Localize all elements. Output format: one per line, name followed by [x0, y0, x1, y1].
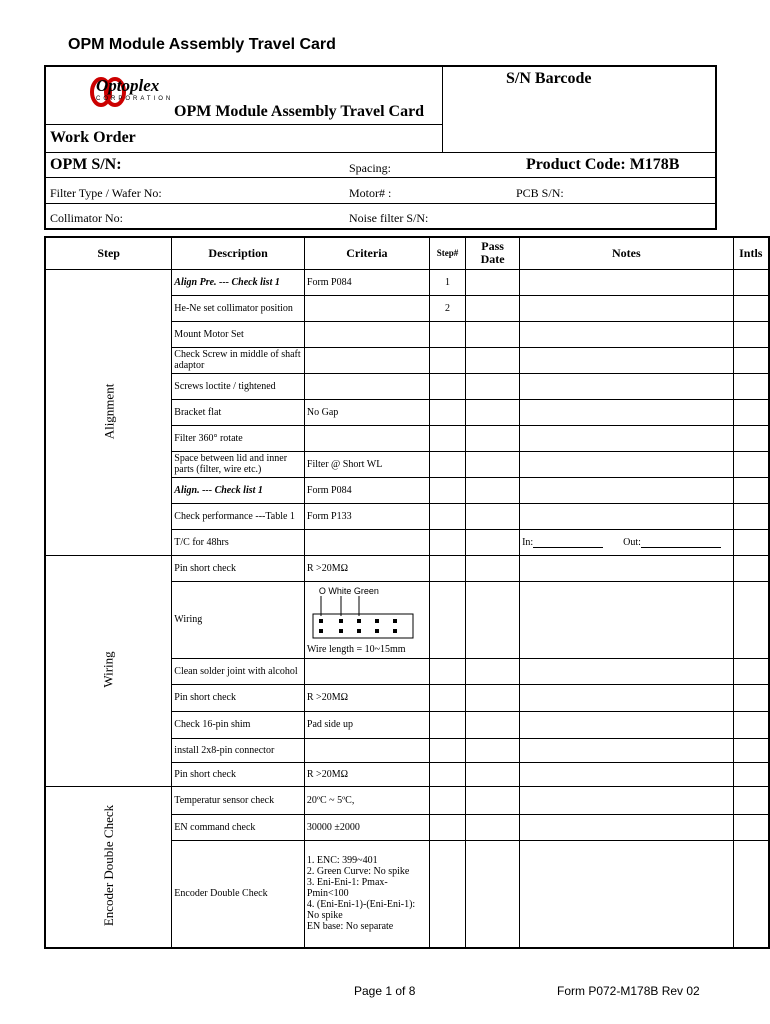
row-criteria: Pad side up [304, 711, 429, 738]
row-notes[interactable] [520, 321, 734, 347]
header-rule [46, 177, 715, 178]
criteria-line: EN base: No separate [306, 921, 394, 933]
row-pass-date[interactable] [466, 425, 520, 451]
row-pass-date[interactable] [466, 503, 520, 529]
collimator-label: Collimator No: [50, 211, 123, 225]
logo-name: Optoplex [96, 76, 160, 95]
tc-out-label: Out: [623, 536, 641, 548]
row-description: Check 16-pin shim [172, 711, 305, 738]
row-description: Space between lid and inner parts (filter, wire etc.) [172, 451, 305, 477]
row-pass-date[interactable] [466, 399, 520, 425]
row-pass-date[interactable] [466, 373, 520, 399]
row-description: install 2x8-pin connector [172, 738, 305, 762]
row-pass-date[interactable] [466, 347, 520, 373]
row-criteria: Form P133 [304, 503, 429, 529]
form-number: Form P072-M178B Rev 02 [557, 984, 700, 998]
page-title: OPM Module Assembly Travel Card [68, 36, 336, 53]
row-pass-date[interactable] [466, 762, 520, 786]
row-criteria [304, 581, 429, 658]
row-description: EN command check [172, 814, 305, 840]
row-notes[interactable] [520, 738, 734, 762]
noise-filter-label: Noise filter S/N: [349, 211, 429, 225]
row-stepno [429, 555, 465, 581]
row-description: Pin short check [172, 762, 305, 786]
row-notes[interactable] [520, 269, 734, 295]
row-description: Clean solder joint with alcohol [172, 658, 305, 684]
row-description: Pin short check [172, 555, 305, 581]
row-pass-date[interactable] [466, 555, 520, 581]
section-wiring: Wiring [45, 555, 172, 786]
row-notes[interactable] [520, 684, 734, 711]
row-intls[interactable] [733, 684, 769, 711]
row-description: Check performance ---Table 1 [172, 503, 305, 529]
row-intls[interactable] [733, 295, 769, 321]
table-header-row [45, 237, 769, 269]
row-intls[interactable] [733, 555, 769, 581]
row-stepno [429, 399, 465, 425]
row-intls[interactable] [733, 269, 769, 295]
row-notes[interactable] [520, 373, 734, 399]
header-rule [46, 124, 443, 125]
pcb-sn-label: PCB S/N: [516, 186, 564, 200]
wire-color-label: O White Green [318, 585, 379, 596]
row-description: He-Ne set collimator position [172, 295, 305, 321]
row-stepno [429, 529, 465, 555]
header-rule [46, 203, 715, 204]
row-intls[interactable] [733, 347, 769, 373]
row-stepno [429, 477, 465, 503]
row-intls[interactable] [733, 786, 769, 814]
row-stepno [429, 738, 465, 762]
row-notes[interactable] [520, 762, 734, 786]
row-description: T/C for 48hrs [172, 529, 305, 555]
row-pass-date[interactable] [466, 786, 520, 814]
row-notes[interactable] [520, 711, 734, 738]
row-intls[interactable] [733, 529, 769, 555]
row-notes[interactable] [520, 529, 734, 555]
row-pass-date[interactable] [466, 477, 520, 503]
row-intls[interactable] [733, 477, 769, 503]
row-stepno [429, 711, 465, 738]
header-divider [442, 67, 443, 152]
row-notes[interactable] [520, 581, 734, 658]
header-rule [46, 152, 715, 153]
row-description: Pin short check [172, 684, 305, 711]
row-intls[interactable] [733, 373, 769, 399]
row-description: Align Pre. --- Check list 1 [172, 269, 305, 295]
row-criteria: No Gap [304, 399, 429, 425]
row-pass-date[interactable] [466, 451, 520, 477]
row-intls[interactable] [733, 658, 769, 684]
criteria-line: 1. ENC: 399~401 [306, 855, 378, 867]
connector-diagram-icon [307, 586, 417, 644]
row-pass-date[interactable] [466, 658, 520, 684]
row-notes[interactable] [520, 399, 734, 425]
module-title: OPM Module Assembly Travel Card [174, 103, 425, 120]
row-notes[interactable] [520, 555, 734, 581]
row-stepno [429, 451, 465, 477]
row-pass-date[interactable] [466, 581, 520, 658]
row-stepno [429, 373, 465, 399]
row-intls[interactable] [733, 581, 769, 658]
row-notes[interactable] [520, 658, 734, 684]
row-criteria: R >20MΩ [304, 684, 429, 711]
criteria-line: 4. (Eni-Eni-1)-(Eni-Eni-1): No spike [306, 899, 416, 922]
row-stepno [429, 581, 465, 658]
row-pass-date[interactable] [466, 684, 520, 711]
product-code: Product Code: M178B [526, 156, 680, 173]
row-stepno [429, 503, 465, 529]
col-description: Description [172, 237, 305, 269]
row-intls[interactable] [733, 425, 769, 451]
row-description: Encoder Double Check [172, 840, 305, 948]
header-block [44, 65, 717, 230]
row-criteria: Filter @ Short WL [304, 451, 429, 477]
row-pass-date[interactable] [466, 738, 520, 762]
row-intls[interactable] [733, 399, 769, 425]
spacing-label: Spacing: [349, 161, 391, 175]
col-criteria: Criteria [304, 237, 429, 269]
col-notes: Notes [520, 237, 734, 269]
row-stepno: 1 [429, 269, 465, 295]
row-notes[interactable] [520, 425, 734, 451]
row-notes[interactable] [520, 477, 734, 503]
col-step: Step [45, 237, 172, 269]
row-pass-date[interactable] [466, 529, 520, 555]
row-criteria [304, 321, 429, 347]
table-row [45, 269, 769, 295]
col-pass-date: Pass Date [466, 237, 520, 269]
criteria-line: 3. Eni-Eni-1: Pmax-Pmin<100 [306, 877, 388, 900]
row-criteria: 30000 ±2000 [304, 814, 429, 840]
logo-sub: CORPORATION [96, 96, 174, 102]
row-criteria: 20ºC ~ 5ºC, [304, 786, 429, 814]
col-stepno: Step# [429, 237, 465, 269]
row-stepno [429, 786, 465, 814]
row-intls[interactable] [733, 711, 769, 738]
row-pass-date[interactable] [466, 269, 520, 295]
work-order-label: Work Order [50, 129, 136, 146]
row-criteria [304, 658, 429, 684]
row-intls[interactable] [733, 321, 769, 347]
row-pass-date[interactable] [466, 840, 520, 948]
row-description: Temperatur sensor check [172, 786, 305, 814]
row-criteria [304, 529, 429, 555]
row-pass-date[interactable] [466, 814, 520, 840]
row-description: Bracket flat [172, 399, 305, 425]
row-pass-date[interactable] [466, 711, 520, 738]
wiring-diagram [307, 586, 415, 654]
row-description: Align. --- Check list 1 [172, 477, 305, 503]
table-row [45, 786, 769, 814]
row-criteria [304, 840, 429, 948]
table-row [45, 555, 769, 581]
row-description: Wiring [172, 581, 305, 658]
row-stepno [429, 684, 465, 711]
motor-label: Motor# : [349, 186, 392, 200]
row-stepno [429, 814, 465, 840]
row-stepno [429, 425, 465, 451]
wire-length: Wire length = 10~15mm [306, 643, 406, 655]
row-description: Mount Motor Set [172, 321, 305, 347]
row-criteria [304, 738, 429, 762]
sn-barcode-label: S/N Barcode [506, 70, 592, 87]
row-stepno [429, 658, 465, 684]
tc-in-label: In: [522, 536, 534, 548]
row-criteria: Form P084 [304, 269, 429, 295]
row-notes[interactable] [520, 451, 734, 477]
row-criteria [304, 373, 429, 399]
row-intls[interactable] [733, 840, 769, 948]
row-notes[interactable] [520, 503, 734, 529]
row-stepno: 2 [429, 295, 465, 321]
section-alignment: Alignment [45, 269, 172, 555]
row-intls[interactable] [733, 814, 769, 840]
tc-in-field[interactable] [533, 539, 603, 548]
row-intls[interactable] [733, 451, 769, 477]
row-stepno [429, 840, 465, 948]
row-notes[interactable] [520, 295, 734, 321]
row-description: Check Screw in middle of shaft adaptor [172, 347, 305, 373]
tc-out-field[interactable] [641, 539, 721, 548]
row-description: Filter 360° rotate [172, 425, 305, 451]
filter-type-label: Filter Type / Wafer No: [50, 186, 162, 200]
row-criteria [304, 295, 429, 321]
row-pass-date[interactable] [466, 295, 520, 321]
opm-sn-label: OPM S/N: [50, 156, 122, 173]
row-stepno [429, 762, 465, 786]
row-criteria [304, 347, 429, 373]
row-notes[interactable] [520, 347, 734, 373]
row-notes[interactable] [520, 840, 734, 948]
row-notes[interactable] [520, 814, 734, 840]
row-intls[interactable] [733, 503, 769, 529]
row-description: Screws loctite / tightened [172, 373, 305, 399]
row-criteria [304, 425, 429, 451]
page-number: Page 1 of 8 [354, 984, 416, 998]
section-encoder: Encoder Double Check [45, 786, 172, 948]
row-notes[interactable] [520, 786, 734, 814]
row-stepno [429, 347, 465, 373]
criteria-line: 2. Green Curve: No spike [306, 866, 410, 878]
row-criteria: Form P084 [304, 477, 429, 503]
row-intls[interactable] [733, 762, 769, 786]
col-intls: Intls [733, 237, 769, 269]
row-criteria: R >20MΩ [304, 555, 429, 581]
row-stepno [429, 321, 465, 347]
travel-card-table [44, 236, 770, 949]
row-intls[interactable] [733, 738, 769, 762]
row-pass-date[interactable] [466, 321, 520, 347]
row-criteria: R >20MΩ [304, 762, 429, 786]
